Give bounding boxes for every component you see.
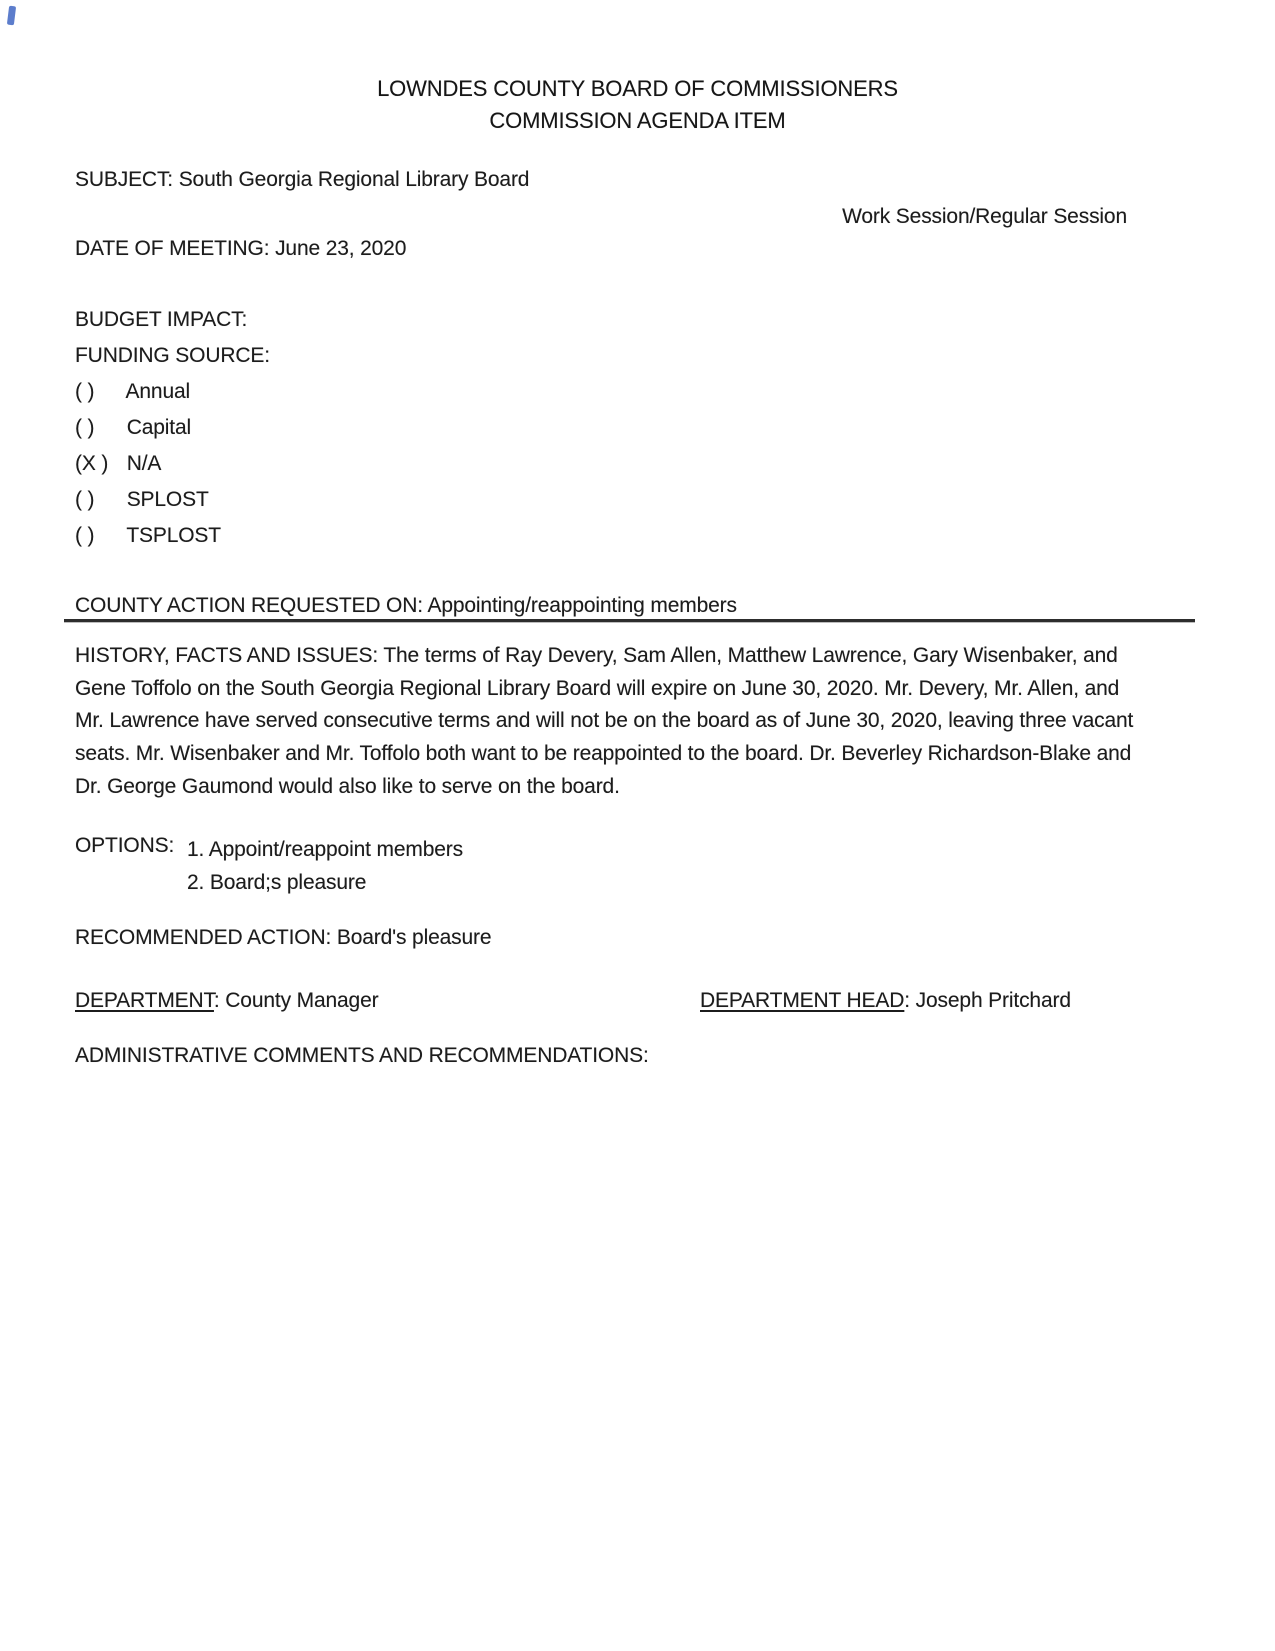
recommended-action-label: RECOMMENDED ACTION: [75, 926, 332, 949]
department-head-label: DEPARTMENT HEAD [700, 989, 905, 1012]
funding-option-label: N/A [126, 452, 162, 475]
recommended-action-line [75, 926, 491, 950]
department-head-line [700, 989, 1071, 1013]
funding-option-na [75, 452, 161, 476]
subject-label: SUBJECT: [75, 168, 173, 191]
meeting-date-value: June 23, 2020 [275, 237, 407, 260]
checkbox-tsplost: ( ) [75, 524, 95, 547]
document-title: LOWNDES COUNTY BOARD OF COMMISSIONERS [377, 76, 898, 101]
checkbox-capital: ( ) [75, 416, 95, 439]
funding-option-label: Capital [126, 416, 192, 439]
county-action-value: Appointing/reappointing members [427, 594, 737, 617]
funding-source-label: FUNDING SOURCE: [75, 344, 270, 367]
funding-option-splost [75, 488, 209, 512]
session-type: Work Session/Regular Session [842, 205, 1127, 228]
option-item-2: 2. Board;s pleasure [187, 871, 367, 894]
document-subtitle: COMMISSION AGENDA ITEM [489, 108, 786, 133]
funding-option-annual [75, 380, 190, 404]
option-item-1: 1. Appoint/reappoint members [187, 838, 463, 861]
pen-mark-artifact [7, 6, 16, 26]
funding-option-label: Annual [125, 380, 191, 403]
options-list [187, 833, 463, 899]
funding-option-label: TSPLOST [126, 524, 221, 547]
subject-value: South Georgia Regional Library Board [178, 168, 530, 191]
recommended-action-value: Board's pleasure [336, 926, 492, 949]
department-line [75, 989, 378, 1013]
county-action-label: COUNTY ACTION REQUESTED ON: [75, 594, 423, 617]
checkbox-na-checked: (X ) [75, 452, 109, 475]
department-label: DEPARTMENT [75, 989, 214, 1012]
department-value: County Manager [225, 989, 379, 1012]
funding-option-capital [75, 416, 191, 440]
budget-impact-label: BUDGET IMPACT: [75, 308, 248, 331]
options-label: OPTIONS: [75, 834, 175, 857]
meeting-date-line [75, 237, 406, 261]
county-action-line [75, 594, 737, 618]
checkbox-splost: ( ) [75, 488, 95, 511]
checkbox-annual: ( ) [75, 380, 95, 403]
subject-line [75, 168, 529, 192]
department-colon: : [213, 989, 220, 1012]
funding-option-tsplost [75, 524, 221, 548]
history-label: HISTORY, FACTS AND ISSUES: [75, 644, 379, 667]
section-divider-rule [64, 619, 1195, 622]
department-head-value: Joseph Pritchard [915, 989, 1071, 1012]
history-paragraph [75, 640, 1141, 804]
history-text: The terms of Ray Devery, Sam Allen, Matthew Lawrence, Gary Wisenbaker, and Gene Toffolo on the South Georgia Regional Library Board will expire on June 30, 2020. Mr. Devery, Mr. Allen, and Mr. Lawrence have served consecutive terms and will not be on the board as of June 30, 2020, leaving three vacant seats. Mr. Wisenbaker and Mr. Toffolo both want to be reappointed to the board. Dr. Beverley Richardson-Blake and Dr. George Gaumond would also like to serve on the board. [75, 644, 1134, 798]
meeting-date-label: DATE OF MEETING: [75, 237, 270, 260]
department-head-colon: : [904, 989, 910, 1012]
admin-comments-label: ADMINISTRATIVE COMMENTS AND RECOMMENDATIONS: [75, 1044, 649, 1067]
funding-option-label: SPLOST [126, 488, 209, 511]
